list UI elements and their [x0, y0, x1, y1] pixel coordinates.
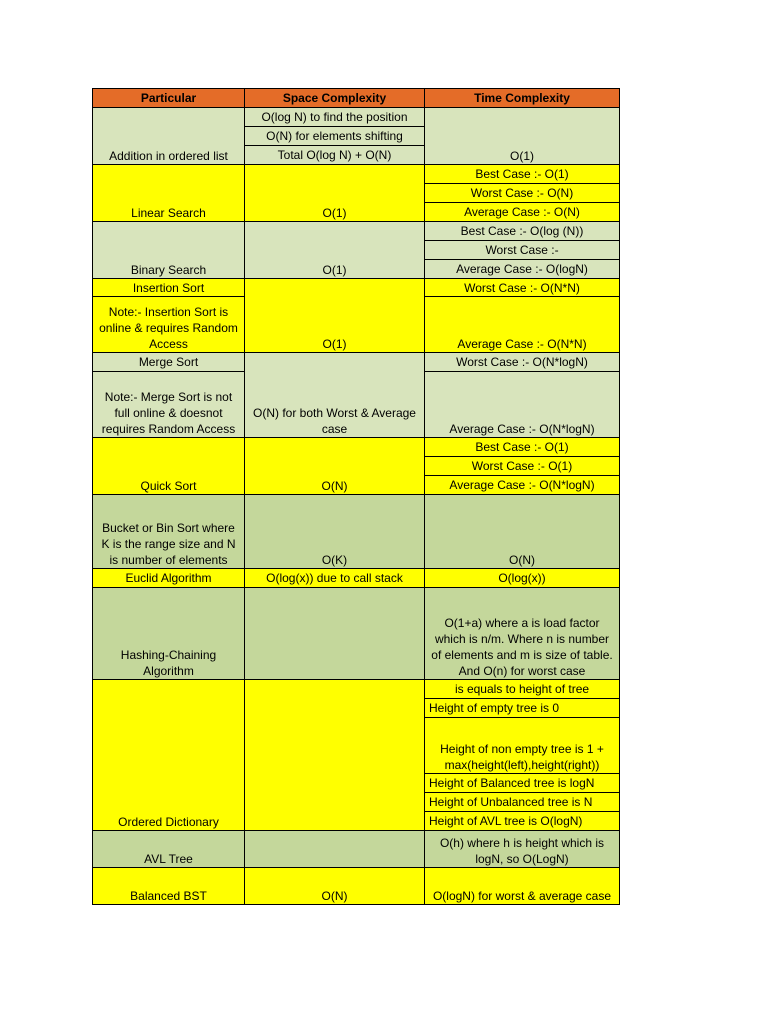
cell-merge-sort-space: O(N) for both Worst & Average case: [245, 353, 425, 438]
cell-ordered-dictionary-time-1: is equals to height of tree: [425, 680, 620, 699]
cell-quick-sort-time-1: Best Case :- O(1): [425, 438, 620, 457]
cell-ordered-dictionary-time-4: Height of Balanced tree is logN: [425, 774, 620, 793]
cell-binary-search-time-1: Best Case :- O(log (N)): [425, 222, 620, 241]
cell-balanced-bst-time: O(logN) for worst & average case: [425, 868, 620, 905]
cell-linear-search-particular: Linear Search: [93, 165, 245, 222]
cell-bucket-sort-space: O(K): [245, 495, 425, 569]
cell-binary-search-space: O(1): [245, 222, 425, 279]
cell-hashing-particular: Hashing-Chaining Algorithm: [93, 588, 245, 680]
table-row: [93, 569, 620, 588]
cell-addition-particular: Addition in ordered list: [93, 108, 245, 165]
cell-avl-tree-space: [245, 831, 425, 868]
cell-ordered-dictionary-time-3: Height of non empty tree is 1 + max(height(left),height(right)): [425, 718, 620, 774]
cell-linear-search-time-2: Worst Case :- O(N): [425, 184, 620, 203]
cell-addition-space-3: Total O(log N) + O(N): [245, 146, 425, 165]
cell-linear-search-time-3: Average Case :- O(N): [425, 203, 620, 222]
cell-euclid-particular: Euclid Algorithm: [93, 569, 245, 588]
cell-linear-search-time-1: Best Case :- O(1): [425, 165, 620, 184]
cell-avl-tree-particular: AVL Tree: [93, 831, 245, 868]
cell-ordered-dictionary-time-6: Height of AVL tree is O(logN): [425, 812, 620, 831]
header-time-complexity: Time Complexity: [425, 89, 620, 108]
table-row: [93, 495, 620, 569]
cell-insertion-sort-particular: Insertion Sort: [93, 279, 245, 297]
cell-insertion-sort-time-1: Worst Case :- O(N*N): [425, 279, 620, 297]
cell-merge-sort-time-2: Average Case :- O(N*logN): [425, 372, 620, 438]
cell-binary-search-time-2: Worst Case :-: [425, 241, 620, 260]
table-row: [93, 588, 620, 680]
cell-hashing-time: O(1+a) where a is load factor which is n/m. Where n is number of elements and m is size of table. And O(n) for worst case: [425, 588, 620, 680]
cell-addition-space-1: O(log N) to find the position: [245, 108, 425, 127]
cell-merge-sort-time-1: Worst Case :- O(N*logN): [425, 353, 620, 372]
cell-quick-sort-time-3: Average Case :- O(N*logN): [425, 476, 620, 495]
cell-quick-sort-time-2: Worst Case :- O(1): [425, 457, 620, 476]
cell-bucket-sort-time: O(N): [425, 495, 620, 569]
cell-ordered-dictionary-time-5: Height of Unbalanced tree is N: [425, 793, 620, 812]
complexity-table: [92, 88, 620, 905]
cell-binary-search-time-3: Average Case :- O(logN): [425, 260, 620, 279]
cell-merge-sort-note: Note:- Merge Sort is not full online & doesnot requires Random Access: [93, 372, 245, 438]
cell-ordered-dictionary-space: [245, 680, 425, 831]
cell-hashing-space: [245, 588, 425, 680]
cell-linear-search-space: O(1): [245, 165, 425, 222]
table-row: [93, 831, 620, 868]
cell-euclid-time: O(log(x)): [425, 569, 620, 588]
cell-binary-search-particular: Binary Search: [93, 222, 245, 279]
table-row: [93, 438, 620, 457]
table-row: [93, 165, 620, 184]
cell-insertion-sort-space: O(1): [245, 279, 425, 353]
header-particular: Particular: [93, 89, 245, 108]
cell-bucket-sort-particular: Bucket or Bin Sort where K is the range size and N is number of elements: [93, 495, 245, 569]
cell-ordered-dictionary-particular: Ordered Dictionary: [93, 680, 245, 831]
table-row: [93, 222, 620, 241]
table-row: [93, 279, 620, 297]
cell-quick-sort-particular: Quick Sort: [93, 438, 245, 495]
header-space-complexity: Space Complexity: [245, 89, 425, 108]
header-row: [93, 89, 620, 108]
table-row: [93, 108, 620, 127]
cell-avl-tree-time: O(h) where h is height which is logN, so O(LogN): [425, 831, 620, 868]
cell-addition-time: O(1): [425, 108, 620, 165]
cell-addition-space-2: O(N) for elements shifting: [245, 127, 425, 146]
cell-insertion-sort-time-2: Average Case :- O(N*N): [425, 297, 620, 353]
table-row: [93, 680, 620, 699]
cell-ordered-dictionary-time-2: Height of empty tree is 0: [425, 699, 620, 718]
cell-insertion-sort-note: Note:- Insertion Sort is online & requires Random Access: [93, 297, 245, 353]
table-row: [93, 353, 620, 372]
cell-balanced-bst-particular: Balanced BST: [93, 868, 245, 905]
cell-balanced-bst-space: O(N): [245, 868, 425, 905]
table-row: [93, 868, 620, 905]
cell-quick-sort-space: O(N): [245, 438, 425, 495]
cell-euclid-space: O(log(x)) due to call stack: [245, 569, 425, 588]
cell-merge-sort-particular: Merge Sort: [93, 353, 245, 372]
